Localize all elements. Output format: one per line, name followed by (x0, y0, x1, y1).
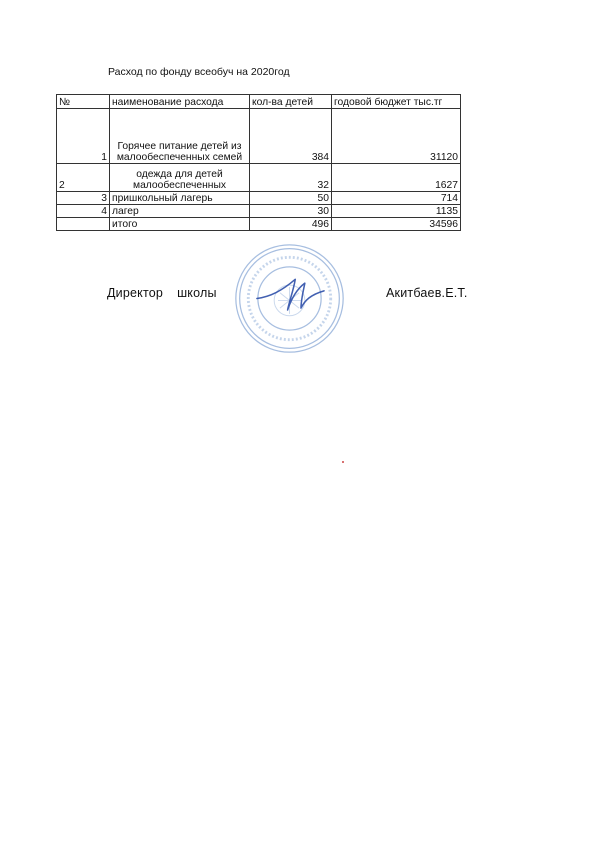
table-row (57, 192, 461, 205)
row-annual-budget: 1627 (332, 164, 461, 192)
row-children-count: 32 (250, 164, 332, 192)
row-expense-name-line: малообеспеченных (132, 180, 226, 191)
row-expense-name: итого (110, 218, 250, 231)
row-annual-budget: 34596 (332, 218, 461, 231)
row-expense-name (110, 164, 250, 192)
table-row (57, 164, 461, 192)
row-number: 2 (57, 164, 110, 192)
signature-scribble (257, 279, 324, 310)
row-children-count: 50 (250, 192, 332, 205)
row-annual-budget: 1135 (332, 205, 461, 218)
header-number: № (57, 95, 110, 109)
row-number: 4 (57, 205, 110, 218)
header-expense-name: наименование расхода (110, 95, 250, 109)
row-expense-name-line: Горячее питание детей из (117, 141, 242, 152)
row-children-count: 30 (250, 205, 332, 218)
table-header-row (57, 95, 461, 109)
row-expense-name: лагер (110, 205, 250, 218)
row-expense-name (110, 109, 250, 164)
table-row (57, 109, 461, 164)
row-expense-name: пришкольный лагерь (110, 192, 250, 205)
budget-table (56, 94, 461, 231)
school-seal-stamp (232, 241, 347, 356)
header-children-count: кол-ва детей (250, 95, 332, 109)
row-expense-name-line: малообеспеченных семей (116, 152, 243, 163)
row-annual-budget: 714 (332, 192, 461, 205)
signatory-name: Акитбаев.Е.Т. (386, 286, 468, 300)
table-total-row (57, 218, 461, 231)
signatory-role-word: школы (177, 286, 217, 300)
row-children-count: 384 (250, 109, 332, 164)
scan-speck (342, 461, 344, 463)
row-annual-budget: 31120 (332, 109, 461, 164)
table-row (57, 205, 461, 218)
header-annual-budget: годовой бюджет тыс.тг (332, 95, 461, 109)
row-expense-name-line: одежда для детей (136, 169, 223, 180)
row-number: 3 (57, 192, 110, 205)
row-children-count: 496 (250, 218, 332, 231)
signatory-role (107, 286, 217, 300)
document-title: Расход по фонду всеобуч на 2020год (108, 66, 290, 78)
row-number (57, 218, 110, 231)
row-number: 1 (57, 109, 110, 164)
signatory-role-word: Директор (107, 286, 164, 300)
